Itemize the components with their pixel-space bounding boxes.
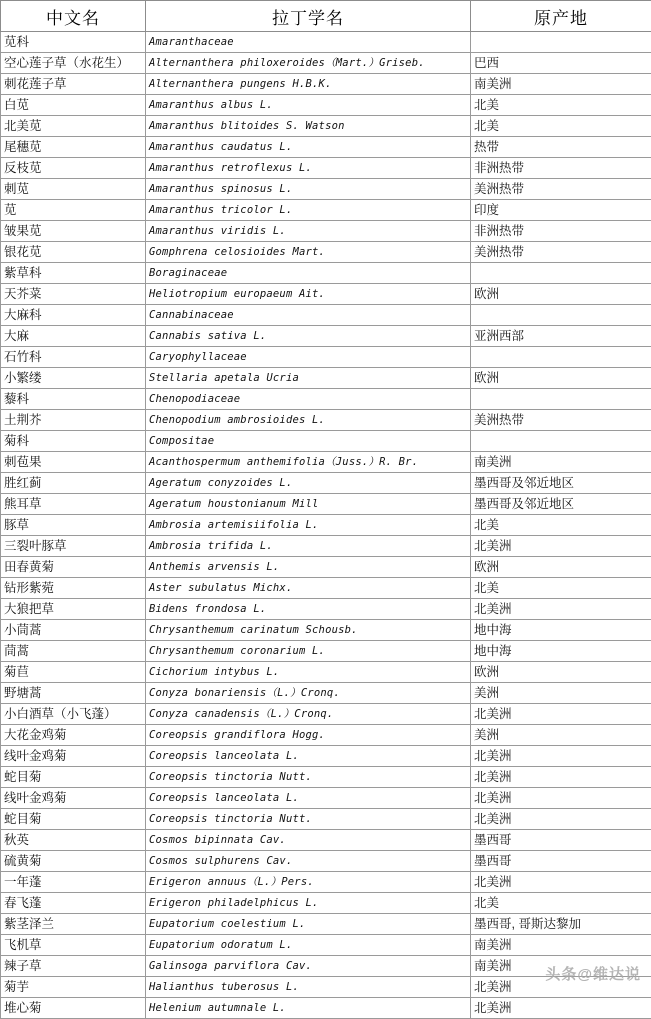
table-row	[1, 368, 651, 389]
cell-orig: 墨西哥	[471, 830, 651, 851]
cell-cn: 尾穗苋	[1, 137, 146, 158]
cell-orig: 北美洲	[471, 809, 651, 830]
cell-cn: 蛇目菊	[1, 767, 146, 788]
cell-lat: Cichorium intybus L.	[146, 662, 471, 683]
cell-lat: Coreopsis lanceolata L.	[146, 746, 471, 767]
cell-orig	[471, 347, 651, 368]
table-body	[1, 32, 651, 1019]
cell-orig	[471, 32, 651, 53]
cell-orig	[471, 389, 651, 410]
table-row	[1, 116, 651, 137]
cell-orig: 非洲热带	[471, 221, 651, 242]
cell-orig: 墨西哥及邻近地区	[471, 494, 651, 515]
cell-orig	[471, 305, 651, 326]
table-row	[1, 95, 651, 116]
cell-cn: 大狼把草	[1, 599, 146, 620]
cell-orig: 印度	[471, 200, 651, 221]
watermark: 头条@维达说	[545, 963, 641, 984]
cell-cn: 菊科	[1, 431, 146, 452]
cell-cn: 线叶金鸡菊	[1, 746, 146, 767]
cell-orig: 美洲热带	[471, 179, 651, 200]
cell-orig: 北美洲	[471, 788, 651, 809]
table-row	[1, 389, 651, 410]
table-row	[1, 284, 651, 305]
cell-lat: Amaranthus retroflexus L.	[146, 158, 471, 179]
cell-orig: 美洲热带	[471, 410, 651, 431]
column-header-chinese-name: 中文名	[1, 1, 146, 32]
cell-orig: 北美洲	[471, 998, 651, 1019]
cell-lat: Amaranthus viridis L.	[146, 221, 471, 242]
cell-cn: 银花苋	[1, 242, 146, 263]
cell-lat: Heliotropium europaeum Ait.	[146, 284, 471, 305]
cell-orig	[471, 263, 651, 284]
table-row	[1, 809, 651, 830]
cell-lat: Conyza canadensis（L.）Cronq.	[146, 704, 471, 725]
table-row	[1, 431, 651, 452]
cell-lat: Cosmos sulphurens Cav.	[146, 851, 471, 872]
table-row	[1, 725, 651, 746]
table-row	[1, 305, 651, 326]
table-row	[1, 536, 651, 557]
table-row	[1, 977, 651, 998]
cell-lat: Ageratum houstonianum Mill	[146, 494, 471, 515]
cell-orig: 亚洲西部	[471, 326, 651, 347]
cell-cn: 线叶金鸡菊	[1, 788, 146, 809]
table-row	[1, 179, 651, 200]
cell-orig	[471, 431, 651, 452]
cell-orig: 北美	[471, 515, 651, 536]
table-row	[1, 893, 651, 914]
cell-orig: 南美洲	[471, 935, 651, 956]
cell-lat: Ageratum conyzoides L.	[146, 473, 471, 494]
table-row	[1, 872, 651, 893]
cell-orig: 欧洲	[471, 368, 651, 389]
cell-lat: Coreopsis tinctoria Nutt.	[146, 767, 471, 788]
column-header-latin-name: 拉丁学名	[146, 1, 471, 32]
cell-orig: 北美洲	[471, 977, 651, 998]
cell-cn: 小茼蒿	[1, 620, 146, 641]
cell-cn: 秋英	[1, 830, 146, 851]
cell-cn: 大花金鸡菊	[1, 725, 146, 746]
table-row	[1, 200, 651, 221]
table-row	[1, 599, 651, 620]
table-header-row	[1, 1, 651, 32]
cell-cn: 大麻科	[1, 305, 146, 326]
cell-lat: Erigeron annuus（L.）Pers.	[146, 872, 471, 893]
cell-lat: Ambrosia trifida L.	[146, 536, 471, 557]
cell-cn: 菊苣	[1, 662, 146, 683]
cell-lat: Gomphrena celosioides Mart.	[146, 242, 471, 263]
table-row	[1, 221, 651, 242]
table-row	[1, 347, 651, 368]
cell-orig: 美洲热带	[471, 242, 651, 263]
cell-lat: Amaranthus albus L.	[146, 95, 471, 116]
table-row	[1, 74, 651, 95]
cell-cn: 堆心菊	[1, 998, 146, 1019]
cell-lat: Ambrosia artemisiifolia L.	[146, 515, 471, 536]
table-row	[1, 662, 651, 683]
cell-cn: 天芥菜	[1, 284, 146, 305]
cell-orig: 欧洲	[471, 284, 651, 305]
cell-cn: 钻形紫菀	[1, 578, 146, 599]
cell-lat: Chrysanthemum carinatum Schousb.	[146, 620, 471, 641]
table-row	[1, 515, 651, 536]
cell-cn: 辣子草	[1, 956, 146, 977]
table-row	[1, 326, 651, 347]
cell-lat: Alternanthera philoxeroides（Mart.）Griseb.	[146, 53, 471, 74]
table-row	[1, 473, 651, 494]
cell-orig: 热带	[471, 137, 651, 158]
table-row	[1, 746, 651, 767]
cell-lat: Compositae	[146, 431, 471, 452]
cell-cn: 皱果苋	[1, 221, 146, 242]
cell-orig: 北美	[471, 578, 651, 599]
cell-orig: 南美洲	[471, 74, 651, 95]
cell-cn: 刺花莲子草	[1, 74, 146, 95]
cell-orig: 墨西哥	[471, 851, 651, 872]
cell-orig: 巴西	[471, 53, 651, 74]
cell-cn: 熊耳草	[1, 494, 146, 515]
cell-cn: 春飞蓬	[1, 893, 146, 914]
cell-orig: 非洲热带	[471, 158, 651, 179]
table-row	[1, 53, 651, 74]
cell-orig: 北美洲	[471, 704, 651, 725]
cell-lat: Amaranthaceae	[146, 32, 471, 53]
cell-orig: 北美洲	[471, 746, 651, 767]
cell-orig: 南美洲	[471, 452, 651, 473]
table-row	[1, 998, 651, 1019]
cell-lat: Amaranthus caudatus L.	[146, 137, 471, 158]
table-row	[1, 137, 651, 158]
cell-lat: Galinsoga parviflora Cav.	[146, 956, 471, 977]
cell-cn: 飞机草	[1, 935, 146, 956]
table-row	[1, 704, 651, 725]
cell-cn: 豚草	[1, 515, 146, 536]
cell-cn: 小白酒草（小飞蓬）	[1, 704, 146, 725]
cell-lat: Coreopsis tinctoria Nutt.	[146, 809, 471, 830]
cell-cn: 反枝苋	[1, 158, 146, 179]
table-row	[1, 935, 651, 956]
cell-lat: Coreopsis lanceolata L.	[146, 788, 471, 809]
table-row	[1, 158, 651, 179]
cell-lat: Eupatorium odoratum L.	[146, 935, 471, 956]
table-row	[1, 620, 651, 641]
cell-cn: 小繁缕	[1, 368, 146, 389]
cell-cn: 紫茎泽兰	[1, 914, 146, 935]
table-row	[1, 242, 651, 263]
cell-lat: Chrysanthemum coronarium L.	[146, 641, 471, 662]
cell-lat: Coreopsis grandiflora Hogg.	[146, 725, 471, 746]
cell-cn: 大麻	[1, 326, 146, 347]
cell-cn: 硫黄菊	[1, 851, 146, 872]
table-row	[1, 263, 651, 284]
cell-lat: Anthemis arvensis L.	[146, 557, 471, 578]
cell-cn: 三裂叶豚草	[1, 536, 146, 557]
cell-cn: 苋	[1, 200, 146, 221]
cell-cn: 一年蓬	[1, 872, 146, 893]
cell-lat: Amaranthus tricolor L.	[146, 200, 471, 221]
cell-lat: Boraginaceae	[146, 263, 471, 284]
cell-lat: Chenopodiaceae	[146, 389, 471, 410]
table-header	[1, 1, 651, 32]
column-header-origin: 原产地	[471, 1, 651, 32]
cell-lat: Cannabinaceae	[146, 305, 471, 326]
cell-cn: 土荆芥	[1, 410, 146, 431]
cell-lat: Eupatorium coelestium L.	[146, 914, 471, 935]
cell-orig: 北美	[471, 893, 651, 914]
cell-lat: Acanthospermum anthemifolia（Juss.）R. Br.	[146, 452, 471, 473]
cell-cn: 北美苋	[1, 116, 146, 137]
cell-orig: 北美洲	[471, 872, 651, 893]
cell-cn: 空心莲子草（水花生）	[1, 53, 146, 74]
table-row	[1, 494, 651, 515]
cell-cn: 藜科	[1, 389, 146, 410]
cell-orig: 地中海	[471, 620, 651, 641]
cell-orig: 北美	[471, 95, 651, 116]
table-row	[1, 851, 651, 872]
cell-lat: Alternanthera pungens H.B.K.	[146, 74, 471, 95]
cell-orig: 北美洲	[471, 536, 651, 557]
cell-cn: 茼蒿	[1, 641, 146, 662]
cell-cn: 胜红蓟	[1, 473, 146, 494]
cell-cn: 菊芋	[1, 977, 146, 998]
cell-orig: 欧洲	[471, 557, 651, 578]
cell-cn: 白苋	[1, 95, 146, 116]
table-row	[1, 683, 651, 704]
cell-orig: 欧洲	[471, 662, 651, 683]
cell-lat: Bidens frondosa L.	[146, 599, 471, 620]
cell-orig: 北美洲	[471, 599, 651, 620]
cell-lat: Halianthus tuberosus L.	[146, 977, 471, 998]
cell-orig: 墨西哥, 哥斯达黎加	[471, 914, 651, 935]
cell-cn: 蛇目菊	[1, 809, 146, 830]
table-row	[1, 956, 651, 977]
table-row	[1, 914, 651, 935]
table-row	[1, 410, 651, 431]
cell-cn: 田春黄菊	[1, 557, 146, 578]
table-row	[1, 788, 651, 809]
cell-cn: 石竹科	[1, 347, 146, 368]
table-row	[1, 452, 651, 473]
cell-lat: Conyza bonariensis（L.）Cronq.	[146, 683, 471, 704]
cell-lat: Cannabis sativa L.	[146, 326, 471, 347]
table-row	[1, 557, 651, 578]
cell-lat: Helenium autumnale L.	[146, 998, 471, 1019]
cell-lat: Caryophyllaceae	[146, 347, 471, 368]
cell-lat: Cosmos bipinnata Cav.	[146, 830, 471, 851]
cell-orig: 墨西哥及邻近地区	[471, 473, 651, 494]
cell-cn: 苋科	[1, 32, 146, 53]
cell-orig: 美洲	[471, 725, 651, 746]
table-row	[1, 830, 651, 851]
cell-orig: 美洲	[471, 683, 651, 704]
cell-cn: 野塘蒿	[1, 683, 146, 704]
cell-lat: Stellaria apetala Ucria	[146, 368, 471, 389]
cell-lat: Amaranthus blitoides S. Watson	[146, 116, 471, 137]
table-row	[1, 641, 651, 662]
cell-lat: Aster subulatus Michx.	[146, 578, 471, 599]
table-row	[1, 32, 651, 53]
cell-cn: 紫草科	[1, 263, 146, 284]
cell-lat: Amaranthus spinosus L.	[146, 179, 471, 200]
table-row	[1, 767, 651, 788]
cell-orig: 地中海	[471, 641, 651, 662]
cell-cn: 刺苋	[1, 179, 146, 200]
cell-lat: Erigeron philadelphicus L.	[146, 893, 471, 914]
cell-lat: Chenopodium ambrosioides L.	[146, 410, 471, 431]
cell-orig: 北美	[471, 116, 651, 137]
table-row	[1, 578, 651, 599]
cell-orig: 北美洲	[471, 767, 651, 788]
cell-orig: 南美洲	[471, 956, 651, 977]
cell-cn: 刺苞果	[1, 452, 146, 473]
